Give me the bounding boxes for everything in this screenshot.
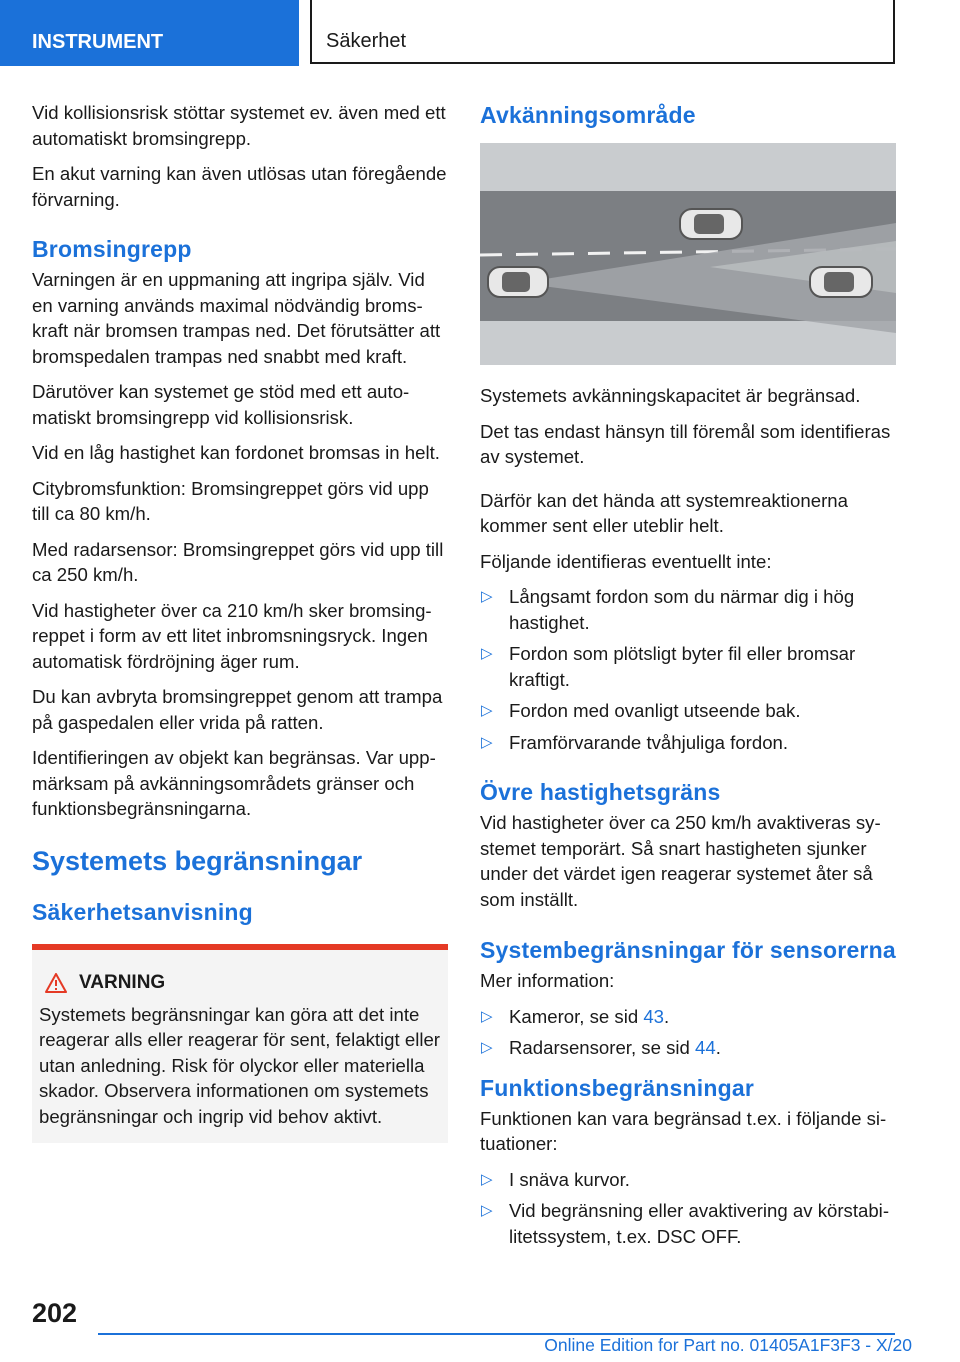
detection-area-illustration bbox=[480, 143, 896, 365]
road-diagram bbox=[480, 143, 896, 365]
spacer bbox=[480, 765, 896, 779]
section-tab: INSTRUMENT bbox=[0, 0, 299, 66]
spacer bbox=[480, 922, 896, 936]
list-item: ▷ Framförvarande tvåhjuliga fordon. bbox=[480, 730, 896, 756]
heading-function-limits: Funktionsbegränsningar bbox=[480, 1074, 755, 1101]
list-item: ▷ I snäva kurvor. bbox=[480, 1167, 896, 1193]
heading-safety-note: Säkerhetsanvisning bbox=[32, 898, 253, 925]
heading-speed-limit: Övre hastighetsgräns bbox=[480, 779, 721, 805]
bullet-triangle-icon: ▷ bbox=[481, 645, 493, 662]
page-number: 202 bbox=[32, 1298, 78, 1328]
bullet-triangle-icon: ▷ bbox=[481, 1007, 493, 1025]
brake-paragraph-8: Identifieringen av objekt kan begränsas. Var uppmärksam på avkänningsområdets gränser och funktionsbegränsningarna. bbox=[32, 747, 436, 819]
left-column bbox=[32, 100, 448, 1143]
brake-paragraph-7: Du kan avbryta bromsingreppet genom att trampa på gaspedalen eller vrida på ratten. bbox=[32, 686, 443, 733]
detection-paragraph-2: Det tas endast hänsyn till föremål som identifieras av systemet. bbox=[480, 420, 891, 467]
bullet-triangle-icon: ▷ bbox=[481, 702, 493, 719]
sensor-bullet-list bbox=[480, 1004, 896, 1061]
bullet-triangle-icon: ▷ bbox=[481, 1202, 493, 1219]
warning-label: VARNING bbox=[79, 971, 166, 993]
list-item: ▷ Långsamt fordon som du närmar dig i hög hastighet. bbox=[481, 586, 855, 633]
brake-paragraph-3: Vid en låg hastighet kan fordonet bromsas in helt. bbox=[32, 442, 440, 463]
heading-sensor-limits: Systembegränsningar för sensorerna bbox=[480, 937, 896, 963]
chapter-title: Säkerhet bbox=[310, 0, 895, 64]
bullet-triangle-icon: ▷ bbox=[481, 588, 493, 605]
detection-paragraph-4: Följande identifieras eventuellt inte: bbox=[480, 550, 772, 572]
heading-detection-area: Avkänningsområde bbox=[480, 102, 696, 128]
warning-triangle-icon bbox=[45, 973, 67, 993]
brake-paragraph-6: Vid hastigheter över ca 210 km/h sker bromsingreppet i form av ett litet inbromsningsryck. Ingen automatisk fördröjning äger rum. bbox=[32, 599, 432, 672]
sensor-intro: Mer information: bbox=[480, 970, 615, 991]
bullet-triangle-icon: ▷ bbox=[481, 1039, 493, 1056]
spacer bbox=[32, 832, 448, 846]
bullet-triangle-icon: ▷ bbox=[481, 1170, 493, 1188]
heading-bromsingrepp: Bromsingrepp bbox=[32, 236, 192, 262]
detection-bullet-list bbox=[480, 584, 896, 755]
detection-paragraph-3: Därför kan det hända att systemreaktionerna kommer sent eller uteblir helt. bbox=[480, 489, 848, 536]
right-column bbox=[480, 100, 896, 1259]
brake-paragraph-4: Citybromsfunktion: Bromsingreppet görs vid upp till ca 80 km/h. bbox=[32, 477, 429, 524]
function-paragraph: Funktionen kan vara begränsad t.ex. i följande situationer: bbox=[480, 1107, 887, 1154]
list-item: ▷ Radarsensorer, se sid 44. bbox=[480, 1035, 896, 1061]
bullet-triangle-icon: ▷ bbox=[481, 733, 493, 751]
heading-system-limits: Systemets begränsningar bbox=[32, 845, 363, 876]
brake-paragraph-1: Varningen är en uppmaning att ingripa själv. Vid en varning används maximal nödvändig bromskraft när bromsen trampas ned. Det förutsätter att bromspedalen trampas ned snabbt med kraft. bbox=[32, 269, 441, 367]
footer-edition: Online Edition for Part no. 01405A1F3F3 - X/20 bbox=[544, 1335, 912, 1355]
list-item: ▷ Kameror, se sid 43. bbox=[480, 1004, 896, 1030]
own-car-icon bbox=[488, 267, 548, 297]
function-bullet-list bbox=[480, 1167, 896, 1250]
detection-paragraph-1: Systemets avkänningskapacitet är begränsad. bbox=[480, 385, 861, 406]
brake-paragraph-5: Med radarsensor: Bromsingreppet görs vid upp till ca 250 km/h. bbox=[32, 538, 444, 585]
page-reference-link[interactable]: 43 bbox=[643, 1005, 665, 1027]
list-item: ▷ Vid begränsning eller avaktivering av körstabilitetssystem, t.ex. DSC OFF. bbox=[481, 1200, 890, 1247]
page-reference-link[interactable]: 44 bbox=[695, 1037, 716, 1058]
spacer bbox=[32, 222, 448, 236]
car-ahead-icon bbox=[680, 209, 742, 239]
car-target-icon bbox=[810, 267, 872, 297]
warning-text: Systemets begränsningar kan göra att det inte reagerar alls eller reagerar för sent, felaktigt eller utan anledning. Risk för olyckor eller materiella skador. Observera informationen om systemets begränsningar och ingrip vid behov aktivt. bbox=[39, 1003, 440, 1127]
list-item: ▷ Fordon med ovanligt utseende bak. bbox=[480, 698, 896, 724]
warning-box bbox=[32, 944, 448, 1144]
intro-paragraph-2: En akut varning kan även utlösas utan föregående förvarning. bbox=[32, 163, 447, 210]
list-item: ▷ Fordon som plötsligt byter fil eller bromsar kraftigt. bbox=[481, 643, 856, 690]
warning-heading bbox=[39, 972, 440, 994]
intro-paragraph-1: Vid kollisionsrisk stöttar systemet ev. även med ett automatiskt bromsingrepp. bbox=[32, 102, 446, 149]
brake-paragraph-2: Därutöver kan systemet ge stöd med ett automatiskt bromsingrepp vid kollisionsrisk. bbox=[32, 381, 410, 428]
speed-paragraph: Vid hastigheter över ca 250 km/h avaktiveras systemet temporärt. Så snart hastigheten sjunker under det värdet igen reagerar systemet åter så som inställt. bbox=[480, 812, 881, 910]
